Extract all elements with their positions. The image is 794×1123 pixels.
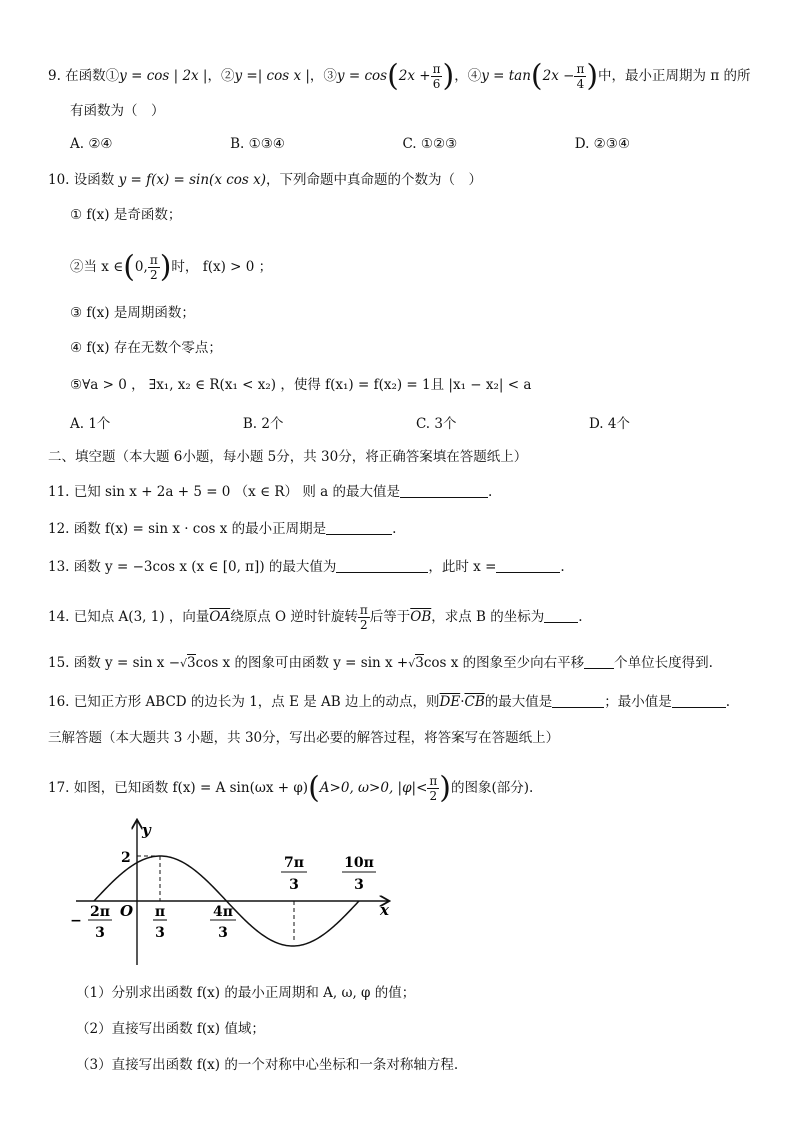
q11-answer-blank[interactable] — [400, 483, 488, 498]
q16: 16. 已知正方形 ABCD 的边长为 1，点 E 是 AB 边上的动点，则$\overline{DE}\cdot\overline{CB}$的最大值是 ；最小值是 . — [48, 694, 731, 710]
q10-statement-3: ③ f(x) 是周期函数； — [70, 305, 195, 321]
q14: 14. 已知点 A(3, 1) ，向量$\overline{OA}$绕原点 O 逆时针旋转 $\frac{\pi}{2}$ 后等于$\overline{OB}$，求点 B 的坐标为 . — [48, 603, 583, 632]
tick-pi-3-num: π — [154, 904, 166, 920]
vector-cb: $\overline{CB}$ — [464, 694, 485, 710]
vector-oa: $\overline{OA}$ — [209, 609, 231, 625]
q10-options — [70, 412, 630, 432]
q10-statement-4: ④ f(x) 存在无数个零点； — [70, 340, 222, 356]
q10-statement-5: ⑤∀a > 0 ， ∃x₁, x₂ ∈ R(x₁ < x₂) ，使得 f(x₁) = f(x₂) = 1且 |x₁ − x₂| < a — [70, 377, 532, 393]
sine-graph-figure — [70, 815, 400, 975]
q9-stem-line: 9. 在函数①y = cos | 2x |，②y =| cos x |，③y = cos(2x + $\frac{\pi}{6}$ )，④y = tan(2x − $\frac{\pi}{4}$ )中，最小正周期为 π 的所 — [48, 58, 751, 94]
q9-options — [70, 136, 630, 152]
q17-part-3: （3）直接写出函数 f(x) 的一个对称中心坐标和一条对称轴方程. — [76, 1057, 459, 1073]
origin-label: O — [120, 902, 134, 920]
q10-option-d[interactable]: D. 4个 — [588, 416, 630, 432]
tick-minus-sign: − — [70, 913, 82, 929]
q10-stem: 10. 设函数 y = f(x) = sin(x cos x)，下列命题中真命题的个数为（ ） — [48, 172, 483, 188]
x-axis-label: x — [380, 901, 389, 919]
q11: 11. 已知 sin x + 2a + 5 = 0 （x ∈ R） 则 a 的最大值是 . — [48, 484, 493, 500]
vector-de: $\overline{DE}$ — [439, 694, 461, 710]
tick-neg-2pi-3-num: 2π — [90, 904, 110, 920]
q15: 15. 函数 y = sin x −√3cos x 的图象可由函数 y = sin x +√3cos x 的图象至少向右平移 个单位长度得到. — [48, 655, 713, 671]
y-axis-label: y — [142, 821, 151, 839]
tick-4pi-3-den: 3 — [218, 925, 228, 941]
q9-option-c[interactable]: C. ①②③ — [402, 136, 458, 152]
q15-answer-blank[interactable] — [584, 654, 614, 669]
vector-ob: $\overline{OB}$ — [410, 609, 432, 625]
q17-stem: 17. 如图，已知函数 f(x) = A sin(ωx + φ)(A>0, ω>0, |φ|< $\frac{\pi}{2}$ )的图象(部分). — [48, 770, 534, 806]
q10-option-b[interactable]: B. 2个 — [242, 416, 284, 432]
q16-answer-blank-1[interactable] — [552, 693, 604, 708]
tick-10pi-3-den: 3 — [354, 877, 364, 893]
tick-7pi-3-den: 3 — [289, 877, 299, 893]
q13-answer-blank-1[interactable] — [336, 558, 428, 573]
q13-answer-blank-2[interactable] — [496, 558, 560, 573]
q17-part-2: （2）直接写出函数 f(x) 值域； — [76, 1021, 265, 1037]
q14-answer-blank[interactable] — [544, 608, 578, 623]
q16-answer-blank-2[interactable] — [672, 693, 726, 708]
q13: 13. 函数 y = −3cos x (x ∈ [0, π]) 的最大值为 ，此时 x = . — [48, 559, 565, 575]
section-3-heading: 三解答题（本大题共 3 小题，共 30分，写出必要的解答过程，将答案写在答题纸上） — [48, 730, 560, 746]
q9-option-b[interactable]: B. ①③④ — [230, 136, 285, 152]
q9-stem-line2: 有函数为（ ） — [70, 103, 165, 119]
q17-part-1: （1）分别求出函数 f(x) 的最小正周期和 A, ω, φ 的值； — [76, 985, 416, 1001]
q9-option-a[interactable]: A. ②④ — [70, 136, 113, 152]
tick-10pi-3-num: 10π — [344, 855, 374, 871]
tick-7pi-3-num: 7π — [284, 855, 304, 871]
tick-4pi-3-num: 4π — [213, 904, 233, 920]
max-value-label: 2 — [121, 850, 131, 866]
tick-neg-2pi-3-den: 3 — [95, 925, 105, 941]
tick-pi-3-den: 3 — [155, 925, 165, 941]
q10-statement-2: ②当 x ∈(0, $\frac{\pi}{2}$ )时， f(x) > 0 ； — [70, 249, 273, 285]
q9-option-d[interactable]: D. ②③④ — [574, 136, 630, 152]
q12: 12. 函数 f(x) = sin x · cos x 的最小正周期是 . — [48, 521, 397, 537]
q10-statement-1: ① f(x) 是奇函数； — [70, 207, 182, 223]
q10-option-c[interactable]: C. 3个 — [415, 416, 457, 432]
q10-option-a[interactable]: A. 1个 — [70, 416, 111, 432]
q12-answer-blank[interactable] — [326, 520, 392, 535]
section-2-heading: 二、填空题（本大题 6小题，每小题 5分，共 30分，将正确答案填在答题纸上） — [48, 449, 528, 465]
